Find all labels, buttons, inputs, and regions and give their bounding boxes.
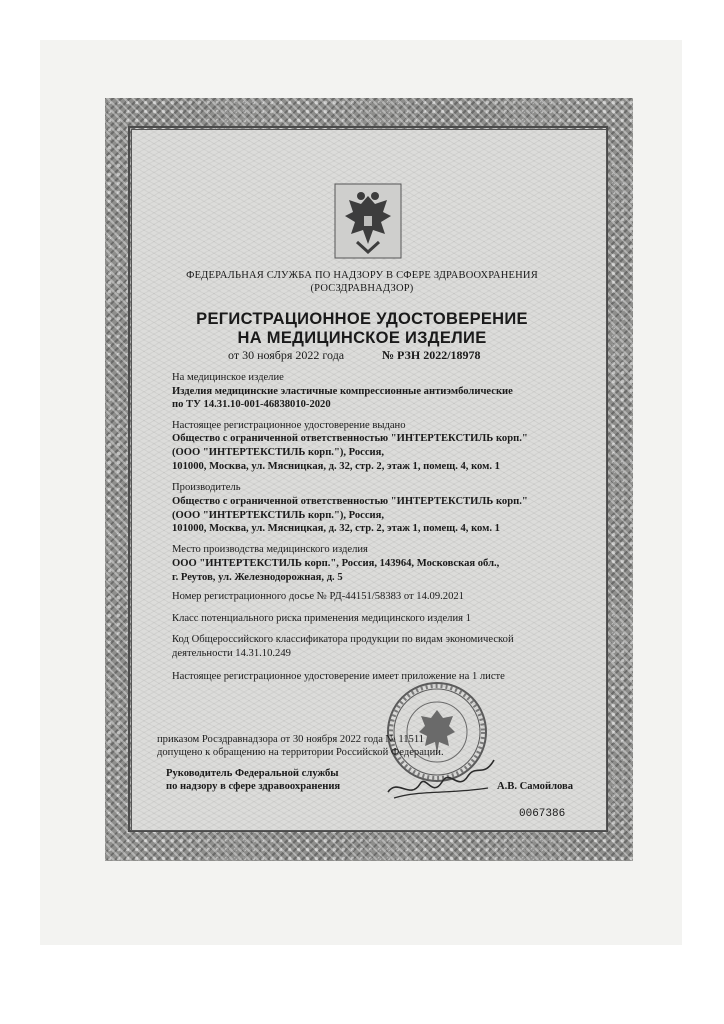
production-site-line-1: ООО "ИНТЕРТЕКСТИЛЬ корп.", Россия, 143964, Московская обл., (172, 558, 500, 569)
production-site-label: Место производства медицинского изделия (172, 544, 368, 555)
manufacturer-line-2: (ООО "ИНТЕРТЕКСТИЛЬ корп."), Россия, (172, 510, 385, 521)
coat-of-arms-icon (331, 182, 405, 260)
signature-icon (380, 748, 500, 808)
manufacturer-label: Производитель (172, 482, 241, 493)
order-line-2: допущено к обращению на территории Российской Федерации. (157, 747, 444, 758)
agency-name: ФЕДЕРАЛЬНАЯ СЛУЖБА ПО НАДЗОРУ В СФЕРЕ ЗДРАВООХРАНЕНИЯ (186, 270, 538, 281)
device-name-line-2: по ТУ 14.31.10-001-46838010-2020 (172, 399, 331, 410)
title-line-1: РЕГИСТРАЦИОННОЕ УДОСТОВЕРЕНИЕ (196, 310, 528, 328)
issued-to-line-2: (ООО "ИНТЕРТЕКСТИЛЬ корп."), Россия, (172, 447, 385, 458)
signatory-title-line-2: по надзору в сфере здравоохранения (166, 781, 341, 792)
device-name-line-1: Изделия медицинские эластичные компрессионные антиэмболические (172, 386, 513, 397)
risk-class: Класс потенциального риска применения медицинского изделия 1 (172, 613, 471, 624)
okp-code-line-1: Код Общероссийского классификатора продукции по видам экономической (172, 634, 514, 645)
issued-to-label: Настоящее регистрационное удостоверение выдано (172, 420, 406, 431)
issue-date: от 30 ноября 2022 года (228, 348, 345, 362)
device-label: На медицинское изделие (172, 372, 284, 383)
okp-code-line-2: деятельности 14.31.10.249 (172, 648, 291, 659)
signatory-name: А.В. Самойлова (497, 781, 574, 792)
issued-to-line-1: Общество с ограниченной ответственностью "ИНТЕРТЕКСТИЛЬ корп." (172, 433, 528, 444)
dossier-number: Номер регистрационного досье № РД-44151/58383 от 14.09.2021 (172, 591, 464, 602)
order-line-1: приказом Росздравнадзора от 30 ноября 2022 года № 11511 (157, 734, 425, 745)
manufacturer-line-1: Общество с ограниченной ответственностью "ИНТЕРТЕКСТИЛЬ корп." (172, 496, 528, 507)
title-line-2: НА МЕДИЦИНСКОЕ ИЗДЕЛИЕ (237, 329, 487, 347)
signatory-title-line-1: Руководитель Федеральной службы (166, 768, 339, 779)
serial-number: 0067386 (519, 808, 566, 820)
agency-abbreviation: (РОСЗДРАВНАДЗОР) (310, 283, 414, 294)
appendix-note: Настоящее регистрационное удостоверение имеет приложение на 1 листе (172, 671, 505, 682)
production-site-line-2: г. Реутов, ул. Железнодорожная, д. 5 (172, 572, 343, 583)
registration-number: № РЗН 2022/18978 (382, 348, 481, 362)
manufacturer-line-3: 101000, Москва, ул. Мясницкая, д. 32, стр. 2, этаж 1, помещ. 4, ком. 1 (172, 523, 500, 534)
issued-to-line-3: 101000, Москва, ул. Мясницкая, д. 32, стр. 2, этаж 1, помещ. 4, ком. 1 (172, 461, 500, 472)
